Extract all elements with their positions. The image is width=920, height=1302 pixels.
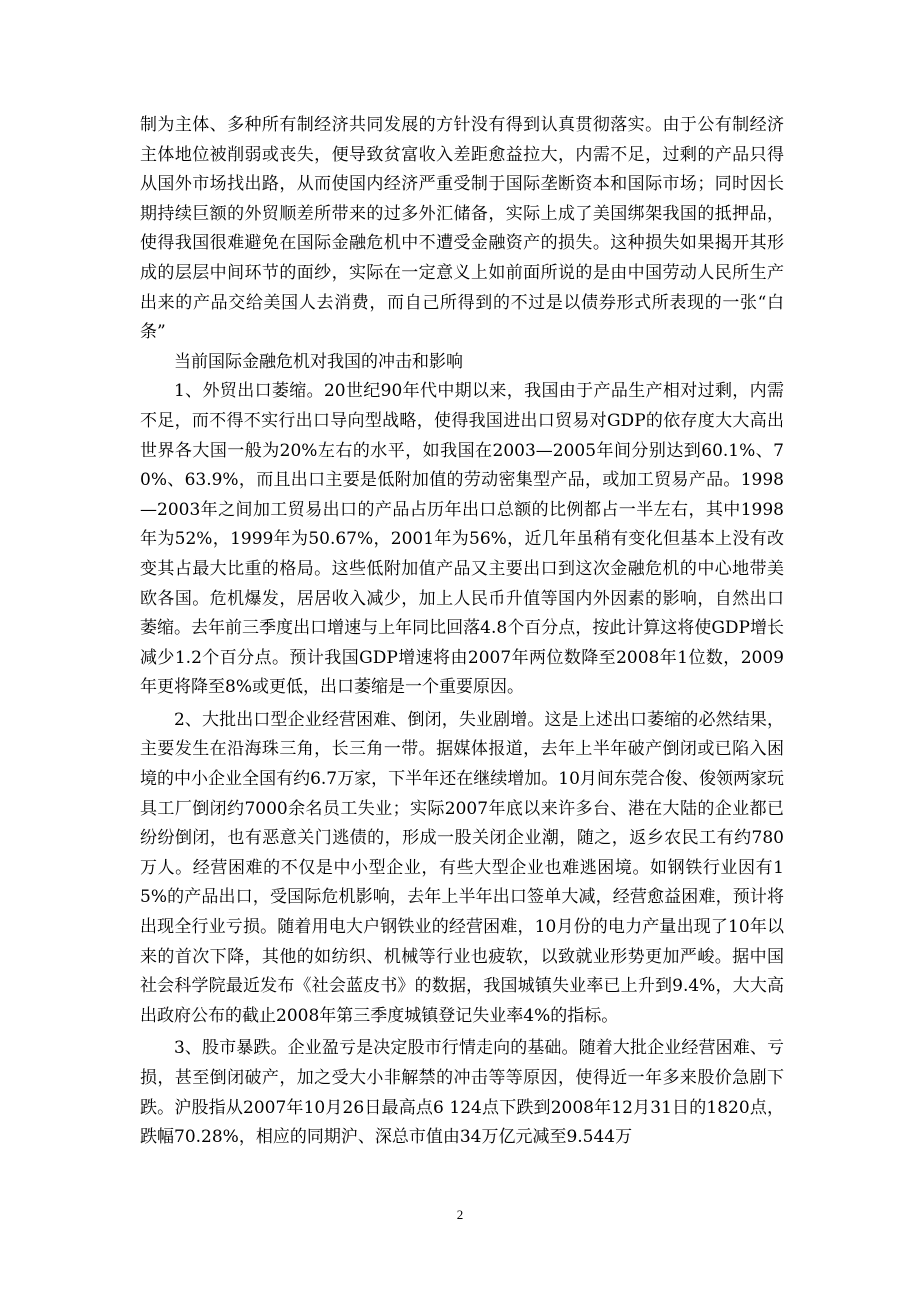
section-heading: 当前国际金融危机对我国的冲击和影响	[174, 351, 463, 372]
page-number: 2	[456, 1207, 464, 1222]
paragraph-point-3-stock-market-crash: 3、股市暴跌。企业盈亏是决定股市行情走向的基础。随着大批企业经营困难、亏损，甚至倒闭破产，加之受大小非解禁的冲击等等原因，使得近一年多来股价急剧下跌。沪股指从2007年10月26日最高点6 124点下跌到2008年12月31日的1820点，跌幅70.28%，相应的同期沪、深总市值由34万亿元减至9.544万	[140, 1038, 784, 1148]
paragraph-point-2-enterprise-difficulties: 2、大批出口型企业经营困难、倒闭，失业剧增。这是上述出口萎缩的必然结果，主要发生在沿海珠三角，长三角一带。据媒体报道，去年上半年破产倒闭或已陷入困境的中小企业全国有约6.7万家，下半年还在继续增加。10月间东莞合俊、俊领两家玩具工厂倒闭约7000余名员工失业；实际2007年底以来许多台、港在大陆的企业都已纷纷倒闭，也有恶意关门逃债的，形成一股关闭企业潮，随之，返乡农民工有约780万人。经营困难的不仅是中小型企业，有些大型企业也难逃困境。如钢铁行业因有15%的产品出口，受国际危机影响，去年上半年出口签单大减，经营愈益困难，预计将出现全行业亏损。随着用电大户钢铁业的经营困难，10月份的电力产量出现了10年以来的首次下降，其他的如纺织、机械等行业也疲软，以致就业形势更加严峻。据中国社会科学院最近发布《社会蓝皮书》的数据，我国城镇失业率已上升到9.4%，大大高出政府公布的截止2008年第三季度城镇登记失业率4%的指标。	[140, 709, 784, 1026]
document-body	[140, 111, 784, 1153]
paragraph-point-1-export-decline: 1、外贸出口萎缩。20世纪90年代中期以来，我国由于产品生产相对过剩，内需不足，而不得不实行出口导向型战略，使得我国进出口贸易对GDP的依存度大大高出世界各大国一般为20%左右的水平，如我国在2003—2005年间分别达到60.1%、70%、63.9%，而且出口主要是低附加值的劳动密集型产品，或加工贸易产品。1998—2003年之间加工贸易出口的产品占历年出口总额的比例都占一半左右，其中1998年为52%，1999年为50.67%，2001年为56%，近几年虽稍有变化但基本上没有改变其占最大比重的格局。这些低附加值产品又主要出口到这次金融危机的中心地带美欧各国。危机爆发，居居收入减少，加上人民币升值等国内外因素的影响，自然出口萎缩。去年前三季度出口增速与上年同比回落4.8个百分点，按此计算这将使GDP增长减少1.2个百分点。预计我国GDP增速将由2007年两位数降至2008年1位数，2009年更将降至8%或更低，出口萎缩是一个重要原因。	[140, 381, 784, 698]
paragraph-continuation: 制为主体、多种所有制经济共同发展的方针没有得到认真贯彻落实。由于公有制经济主体地位被削弱或丧失，便导致贫富收入差距愈益拉大，内需不足，过剩的产品只得从国外市场找出路，从而使国内经济严重受制于国际垄断资本和国际市场；同时因长期持续巨额的外贸顺差所带来的过多外汇储备，实际上成了美国绑架我国的抵押品，使得我国很难避免在国际金融危机中不遭受金融资产的损失。这种损失如果揭开其形成的层层中间环节的面纱，实际在一定意义上如前面所说的是由中国劳动人民所生产出来的产品交给美国人去消费，而自己所得到的不过是以债券形式所表现的一张“白条”	[140, 115, 784, 343]
